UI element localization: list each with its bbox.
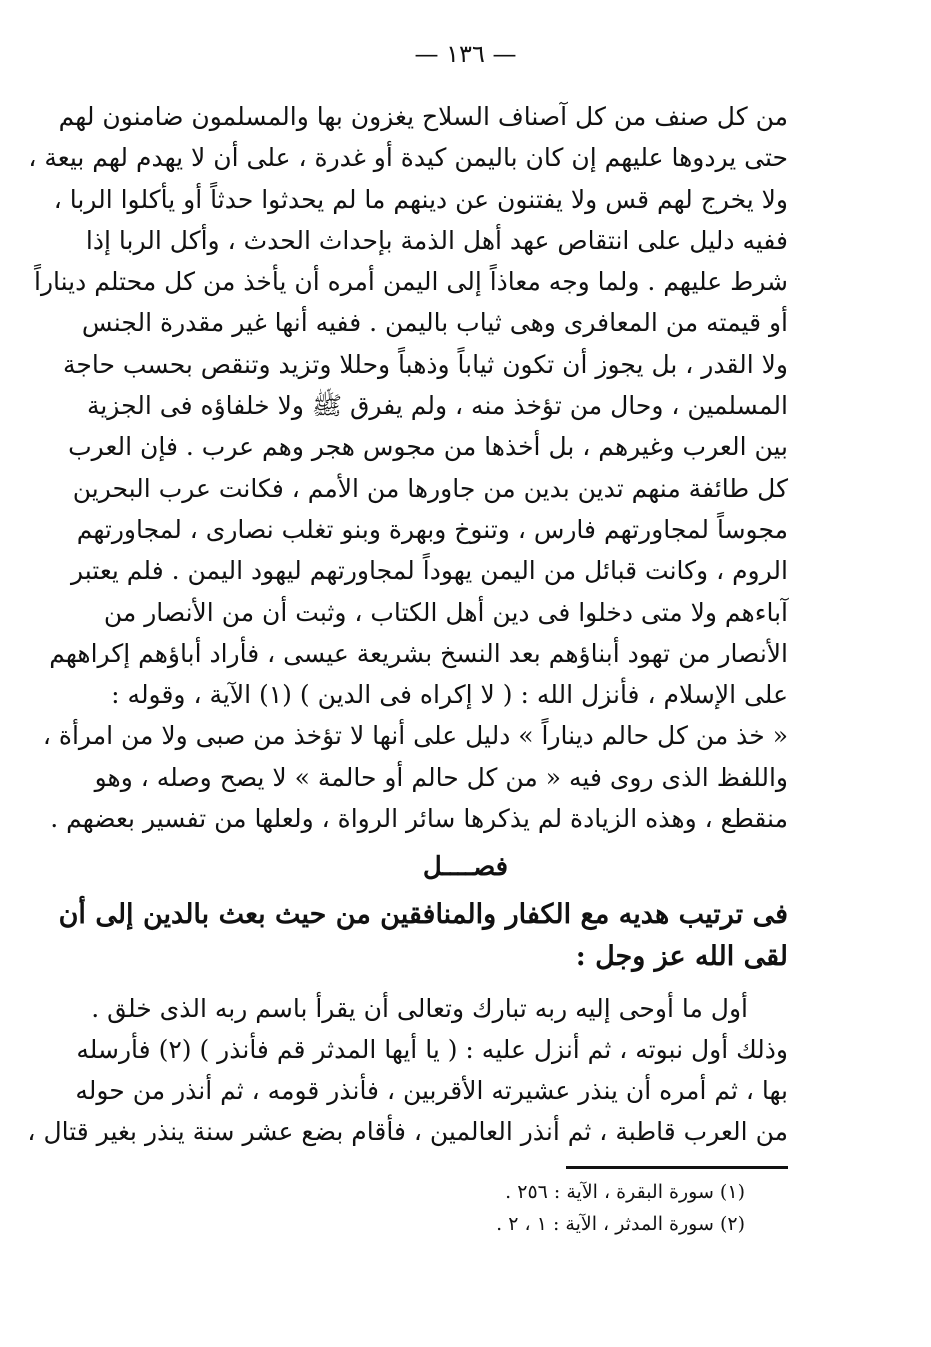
text-line: من العرب قاطبة ، ثم أنذر العالمين ، فأقام بضع عشر سنة ينذر بغير قتال ، xyxy=(27,1117,788,1146)
text-line: منقطع ، وهذه الزيادة لم يذكرها سائر الرواة ، ولعلها من تفسير بعضهم . xyxy=(50,804,788,834)
text-line: الروم ، وكانت قبائل من اليمن يهوداً لمجاورتهم ليهود اليمن . فلم يعتبر xyxy=(70,556,788,586)
text-line: ففيه دليل على انتقاص عهد أهل الذمة بإحداث الحدث ، وأكل الربا إذا xyxy=(85,225,788,255)
text-line: من كل صنف من كل آصناف السلاح يغزون بها والمسلمون ضامنون لهم xyxy=(58,102,788,131)
text-line: أول ما أوحى إليه ربه تبارك وتعالى أن يقرأ باسم ربه الذى خلق . xyxy=(91,994,748,1023)
text-line: واللفظ الذى روى فيه « من كل حالم أو حالمة » لا يصح وصله ، وهو xyxy=(94,762,788,792)
heading-line: فى ترتيب هديه مع الكفار والمنافقين من حيث بعث بالدين إلى أن xyxy=(58,899,788,930)
text-line: ولا يخرج لهم قس ولا يفتنون عن دينهم ما لم يحدثوا حدثاً أو يأكلوا الربا ، xyxy=(53,184,788,214)
text-line: بين العرب وغيرهم ، بل أخذها من مجوس هجر وهم عرب . فإن العرب xyxy=(68,432,788,462)
text-line: شرط عليهم . ولما وجه معاذاً إلى اليمن أمره أن يأخذ من كل محتلم ديناراً xyxy=(34,267,788,297)
text-line: الأنصار من تهود أبناؤهم بعد النسخ بشريعة عيسى ، فأراد أباؤهم إكراههم xyxy=(49,638,788,668)
text-line: كل طائفة منهم تدين بدين من جاورها من الأمم ، فكانت عرب البحرين xyxy=(72,473,788,503)
footnotes xyxy=(400,1176,745,1240)
text-line: مجوساً لمجاورتهم فارس ، وتنوخ وبهرة وبنو تغلب نصارى ، لمجاورتهم xyxy=(76,514,788,544)
text-line: وذلك أول نبوته ، ثم أنزل عليه : ( يا أيها المدثر قم فأنذر ) (٢) فأرسله xyxy=(76,1035,788,1064)
section-label: فصــــل xyxy=(422,852,509,882)
page-number: — ١٣٦ — xyxy=(414,40,517,68)
section-heading xyxy=(58,894,788,978)
text-line: حتى يردوها عليهم إن كان باليمن كيدة أو غدرة ، على أن لا يهدم لهم بيعة ، xyxy=(28,143,788,173)
text-line: بها ، ثم أمره أن ينذر عشيرته الأقربين ، فأنذر قومه ، ثم أنذر من حوله xyxy=(75,1076,788,1105)
text-line: على الإسلام ، فأنزل الله : ( لا إكراه فى الدين ) (١) الآية ، وقوله : xyxy=(111,680,788,710)
footnote: (١) سورة البقرة ، الآية : ٢٥٦ . xyxy=(505,1181,745,1203)
text-line: أو قيمته من المعافرى وهى ثياب باليمن . ففيه أنها غير مقدرة الجنس xyxy=(81,308,788,338)
text-line: المسلمين ، وحال من تؤخذ منه ، ولم يفرق ﷺ ولا خلفاؤه فى الجزية xyxy=(86,391,788,421)
footnote-divider xyxy=(566,1166,788,1169)
heading-line: لقى الله عز وجل : xyxy=(575,941,788,972)
second-paragraph xyxy=(27,988,788,1152)
footnote: (٢) سورة المدثر ، الآية : ١ ، ٢ . xyxy=(496,1213,745,1235)
main-paragraph xyxy=(28,96,788,839)
text-line: « خذ من كل حالم ديناراً » دليل على أنها لا تؤخذ من صبى ولا من امرأة ، xyxy=(42,721,788,751)
text-line: آباءهم ولا متى دخلوا فى دين أهل الكتاب ، وثبت أن من الأنصار من xyxy=(103,597,788,627)
text-line: ولا القدر ، بل يجوز أن تكون ثياباً وذهباً وحللا وتزيد وتنقص بحسب حاجة xyxy=(62,349,788,379)
